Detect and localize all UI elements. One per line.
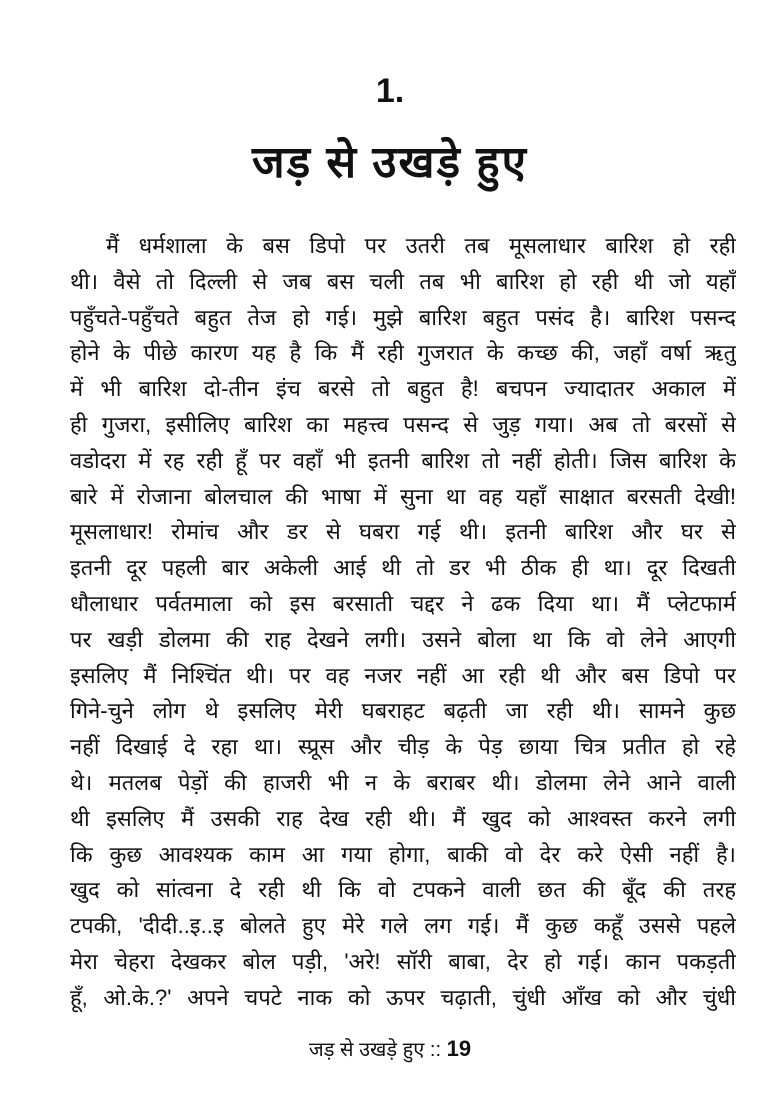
text-line: थी। वैसे तो दिल्ली से जब बस चली तब भी बारिश हो रही थी जो यहाँ <box>70 268 736 294</box>
text-line: ही गुजरा, इसीलिए बारिश का महत्त्व पसन्द से जुड़ गया। अब तो बरसों से <box>70 411 736 437</box>
text-line: थे। मतलब पेड़ों की हाजरी भी न के बराबर थी। डोलमा लेने आने वाली <box>70 769 736 795</box>
text-line: बारे में रोजाना बोलचाल की भाषा में सुना था वह यहाँ साक्षात बरसती देखी! <box>70 483 736 509</box>
text-line: धौलाधार पर्वतमाला को इस बरसाती चद्दर ने ढक दिया था। मैं प्लेटफार्म <box>70 590 736 616</box>
text-line: नहीं दिखाई दे रहा था। स्प्रूस और चीड़ के पेड़ छाया चित्र प्रतीत हो रहे <box>70 734 736 760</box>
text-line: मैं धर्मशाला के बस डिपो पर उतरी तब मूसलाधार बारिश हो रही <box>106 233 736 258</box>
text-line: इसलिए मैं निश्चिंत थी। पर वह नजर नहीं आ रही थी और बस डिपो पर <box>70 662 736 688</box>
chapter-title: जड़ से उखड़े हुए <box>252 138 528 187</box>
text-line: खुद को सांत्वना दे रही थी कि वो टपकने वाली छत की बूँद की तरह <box>70 877 736 903</box>
text-line: मूसलाधार! रोमांच और डर से घबरा गई थी। इतनी बारिश और घर से <box>70 519 736 545</box>
page-footer <box>0 1035 780 1062</box>
chapter-number: 1. <box>375 72 405 110</box>
text-line: पहुँचते-पहुँचते बहुत तेज हो गई। मुझे बारिश बहुत पसंद है। बारिश पसन्द <box>70 304 736 330</box>
text-line: हूँ, ओ.के.?' अपने चपटे नाक को ऊपर चढ़ाती, चुंधी आँख को और चुंधी <box>70 984 736 1010</box>
body-text <box>70 228 736 1016</box>
text-line: इतनी दूर पहली बार अकेली आई थी तो डर भी ठीक ही था। दूर दिखती <box>70 555 736 581</box>
text-line: मेरा चेहरा देखकर बोल पड़ी, 'अरे! सॉरी बाबा, देर हो गई। कान पकड़ती <box>70 948 736 974</box>
text-line: में भी बारिश दो-तीन इंच बरसे तो बहुत है! बचपन ज्यादातर अकाल में <box>70 376 736 402</box>
text-line: वडोदरा में रह रही हूँ पर वहाँ भी इतनी बारिश तो नहीं होती। जिस बारिश के <box>70 447 736 473</box>
text-line: कि कुछ आवश्यक काम आ गया होगा, बाकी वो देर करे ऐसी नहीं है। <box>70 841 736 867</box>
text-line: टपकी, 'दीदी..इ..इ बोलते हुए मेरे गले लग गई। मैं कुछ कहूँ उससे पहले <box>70 913 736 939</box>
text-line: होने के पीछे कारण यह है कि मैं रही गुजरात के कच्छ की, जहाँ वर्षा ऋतु <box>70 340 736 366</box>
running-title: जड़ से उखड़े हुए :: <box>308 1039 442 1061</box>
text-line: गिने-चुने लोग थे इसलिए मेरी घबराहट बढ़ती जा रही थी। सामने कुछ <box>70 698 736 724</box>
text-line: पर खड़ी डोलमा की राह देखने लगी। उसने बोला था कि वो लेने आएगी <box>70 626 736 652</box>
text-line: थी इसलिए मैं उसकी राह देख रही थी। मैं खुद को आश्वस्त करने लगी <box>70 805 736 831</box>
page-number: 19 <box>446 1036 472 1061</box>
